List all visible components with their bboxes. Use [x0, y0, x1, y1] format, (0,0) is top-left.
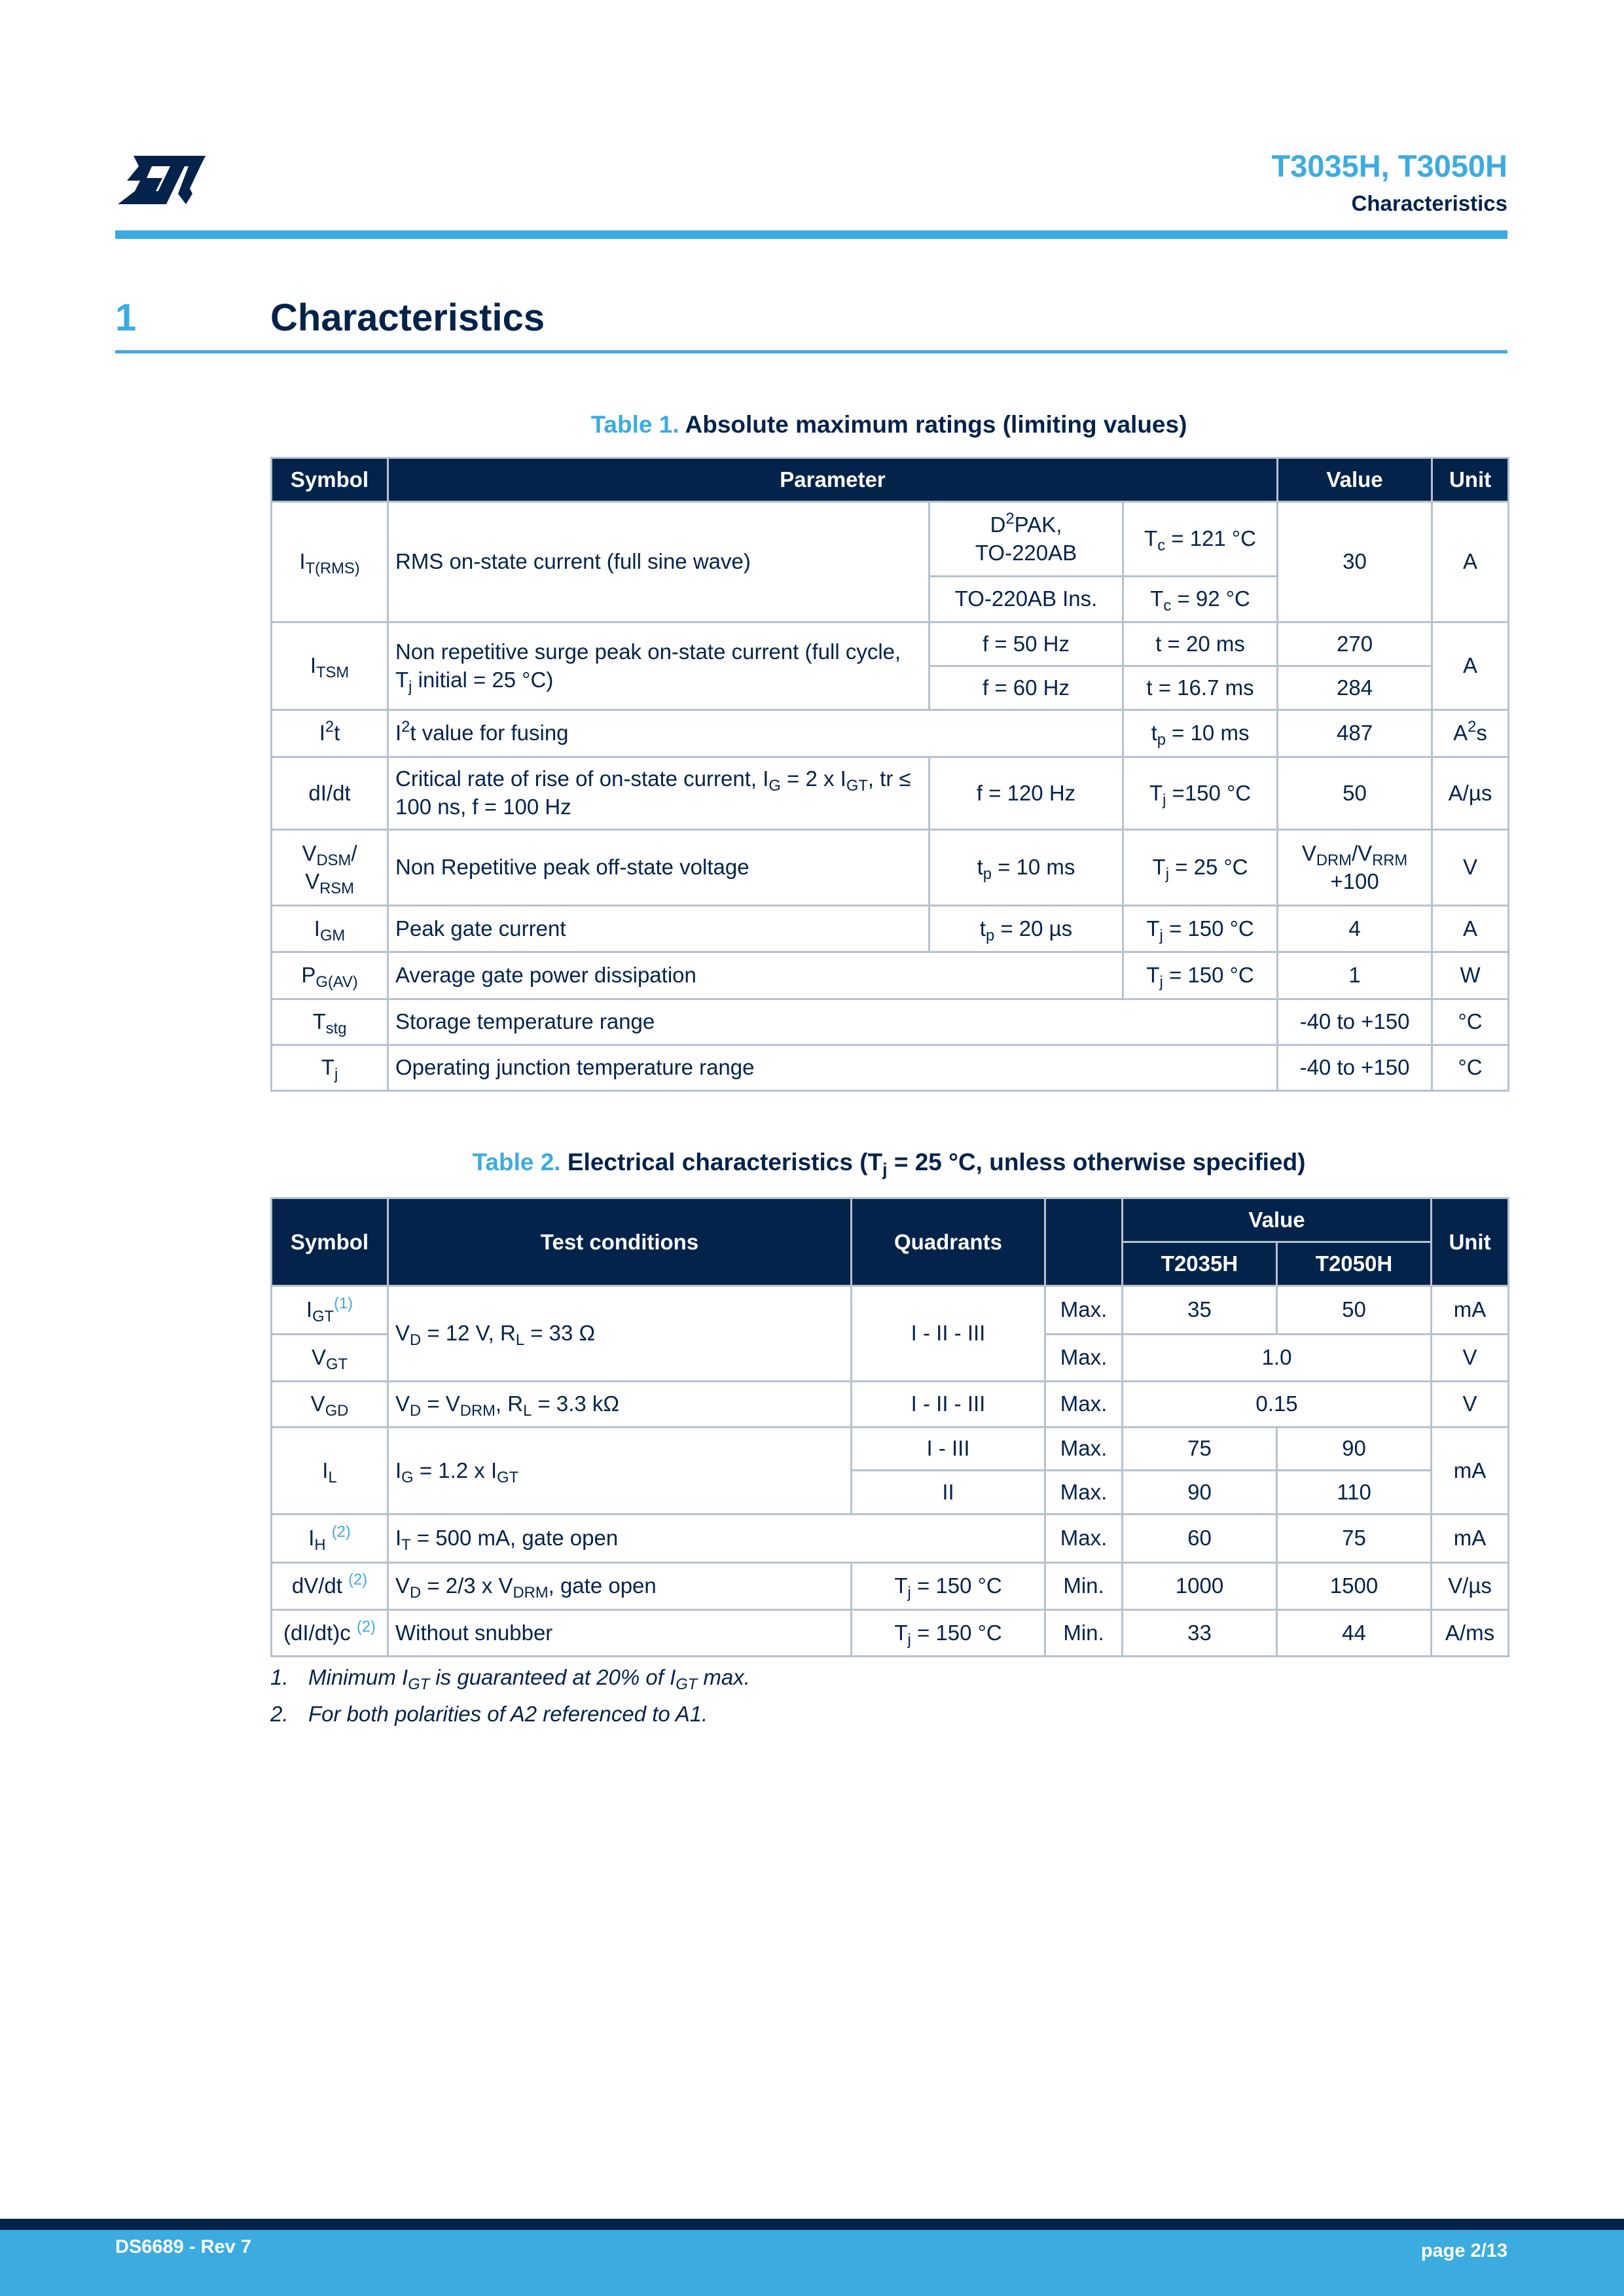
value-cell: -40 to +150: [1278, 999, 1432, 1045]
minmax-cell: Max.: [1045, 1427, 1123, 1471]
table-row: [272, 710, 1509, 757]
table-row: [272, 1427, 1509, 1471]
unit-cell: A: [1432, 906, 1509, 952]
unit-cell: °C: [1432, 999, 1509, 1045]
value-header: Value: [1278, 458, 1432, 502]
document-revision: DS6689 - Rev 7: [115, 2236, 251, 2257]
unit-cell: A: [1432, 502, 1509, 622]
footer-dark-band: [0, 2219, 1624, 2230]
condition-cell: $t_p = 10$ ms: [1123, 710, 1278, 757]
condition-cell: $I_G = 1.2$ x $I_{GT}$: [388, 1427, 852, 1515]
st-logo: [115, 154, 207, 206]
unit-cell: A: [1432, 622, 1509, 710]
condition-cell: TO-220AB Ins.: [929, 577, 1123, 622]
condition-cell: $I_T = 500$ mA, gate open: [388, 1515, 1045, 1563]
symbol-cell: $I_{T(RMS)}$: [272, 502, 388, 622]
unit-cell: $A^2s$: [1432, 710, 1509, 757]
symbol-cell: $P_{G(AV)}$: [272, 952, 388, 999]
test-conditions-header: Test conditions: [388, 1198, 852, 1286]
symbol-cell: $I_H$ $^{(2)}$: [272, 1515, 388, 1563]
table2-header-row: [272, 1198, 1509, 1242]
symbol-cell: dI/dt: [272, 757, 388, 830]
condition-cell: $V_D = V_{DRM}$, $R_L = 3.3$ kΩ: [388, 1382, 852, 1427]
symbol-header: Symbol: [272, 1198, 388, 1286]
parameter-cell: Peak gate current: [388, 906, 929, 952]
section-rule: [115, 350, 1507, 353]
value-cell: 33: [1123, 1610, 1277, 1657]
value-cell: 270: [1278, 622, 1432, 666]
value-cell: 4: [1278, 906, 1432, 952]
parameter-header: Parameter: [388, 458, 1278, 502]
table2-caption: Table 2. Electrical characteristics ($T_j = 25$ °C, unless otherwise specified): [472, 1149, 1306, 1179]
minmax-cell: Max.: [1045, 1471, 1123, 1515]
parameter-cell: RMS on-state current (full sine wave): [388, 502, 929, 622]
symbol-cell: $V_{GD}$: [272, 1382, 388, 1427]
header-rule: [115, 230, 1507, 239]
unit-cell: A/µs: [1432, 757, 1509, 830]
condition-cell: $V_D = 12$ V, $R_L = 33$ Ω: [388, 1286, 852, 1382]
condition-cell: Without snubber: [388, 1610, 852, 1657]
value-cell: 75: [1277, 1515, 1432, 1563]
quadrant-cell: I - II - III: [852, 1382, 1045, 1427]
condition-cell: $T_j = 150$ °C: [1123, 952, 1278, 999]
value-cell: 30: [1278, 502, 1432, 622]
page-number: page 2/13: [1420, 2240, 1507, 2261]
symbol-cell: $I_{TSM}$: [272, 622, 388, 710]
value-cell: 1.0: [1123, 1335, 1432, 1382]
table1-caption: Table 1. Absolute maximum ratings (limiting values): [590, 411, 1187, 438]
table-row: [272, 1610, 1509, 1657]
condition-cell: $T_j =150$ °C: [1123, 757, 1278, 830]
condition-cell: $t_p = 10$ ms: [929, 830, 1123, 906]
value-cell: $V_{DRM}/V_{RRM}$ +100: [1278, 830, 1432, 906]
unit-cell: mA: [1432, 1427, 1509, 1515]
quadrants-header: Quadrants: [852, 1198, 1045, 1286]
table1-header-row: [272, 458, 1509, 502]
condition-cell: $T_j = 25$ °C: [1123, 830, 1278, 906]
value-cell: 487: [1278, 710, 1432, 757]
condition-cell: t = 20 ms: [1123, 622, 1278, 666]
document-title: T3035H, T3050H: [1271, 149, 1507, 183]
unit-header: Unit: [1432, 1198, 1509, 1286]
table-row: [272, 830, 1509, 906]
unit-header: Unit: [1432, 458, 1509, 502]
table-row: [272, 952, 1509, 999]
quadrant-cell: I - II - III: [852, 1286, 1045, 1382]
value-cell: 35: [1123, 1286, 1277, 1335]
minmax-cell: Max.: [1045, 1382, 1123, 1427]
condition-cell: $T_c = 121$ °C: [1123, 502, 1278, 577]
condition-cell: t = 16.7 ms: [1123, 666, 1278, 710]
table-footnotes: [270, 1665, 750, 1738]
quadrant-cell: I - III: [852, 1427, 1045, 1471]
value-cell: 284: [1278, 666, 1432, 710]
condition-cell: f = 120 Hz: [929, 757, 1123, 830]
table-row: [272, 622, 1509, 666]
t2035h-header: T2035H: [1123, 1242, 1277, 1286]
value-cell: 1500: [1277, 1563, 1432, 1610]
unit-cell: °C: [1432, 1045, 1509, 1091]
unit-cell: V: [1432, 1335, 1509, 1382]
parameter-cell: Non Repetitive peak off-state voltage: [388, 830, 929, 906]
unit-cell: V/µs: [1432, 1563, 1509, 1610]
value-cell: 50: [1277, 1286, 1432, 1335]
minmax-header: [1045, 1198, 1123, 1286]
condition-cell: $t_p = 20$ µs: [929, 906, 1123, 952]
table-row: [272, 1045, 1509, 1091]
condition-cell: f = 50 Hz: [929, 622, 1123, 666]
unit-cell: mA: [1432, 1286, 1509, 1335]
parameter-cell: Operating junction temperature range: [388, 1045, 1278, 1091]
symbol-cell: $V_{GT}$: [272, 1335, 388, 1382]
table-row: [272, 757, 1509, 830]
parameter-cell: Average gate power dissipation: [388, 952, 1123, 999]
section-number: 1: [115, 296, 137, 339]
value-cell: 0.15: [1123, 1382, 1432, 1427]
symbol-cell: $I_{GT}^{(1)}$: [272, 1286, 388, 1335]
table-row: [272, 906, 1509, 952]
symbol-cell: $T_j$: [272, 1045, 388, 1091]
value-cell: 1000: [1123, 1563, 1277, 1610]
table-row: [272, 1286, 1509, 1335]
t2050h-header: T2050H: [1277, 1242, 1432, 1286]
value-cell: 75: [1123, 1427, 1277, 1471]
unit-cell: mA: [1432, 1515, 1509, 1563]
condition-cell: f = 60 Hz: [929, 666, 1123, 710]
unit-cell: V: [1432, 1382, 1509, 1427]
document-subtitle: Characteristics: [1351, 191, 1507, 215]
minmax-cell: Max.: [1045, 1335, 1123, 1382]
parameter-cell: Critical rate of rise of on-state current, $I_G = 2$ x $I_{GT}$, tr ≤ 100 ns, f = 100 Hz: [388, 757, 929, 830]
footnote-2: 2. For both polarities of A2 referenced to A1.: [270, 1702, 708, 1726]
condition-cell: $T_j = 150$ °C: [1123, 906, 1278, 952]
electrical-characteristics-table: [270, 1197, 1509, 1657]
minmax-cell: Max.: [1045, 1515, 1123, 1563]
table-row: [272, 1563, 1509, 1610]
value-cell: 44: [1277, 1610, 1432, 1657]
minmax-cell: Max.: [1045, 1286, 1123, 1335]
condition-cell: $T_c = 92$ °C: [1123, 577, 1278, 622]
quadrant-cell: $T_j = 150$ °C: [852, 1563, 1045, 1610]
parameter-cell: Non repetitive surge peak on-state current (full cycle, $T_j$ initial = 25 °C): [388, 622, 929, 710]
symbol-cell: (dI/dt)c $^{(2)}$: [272, 1610, 388, 1657]
quadrant-cell: II: [852, 1471, 1045, 1515]
symbol-cell: $V_{DSM}/$ $V_{RSM}$: [272, 830, 388, 906]
value-cell: 90: [1277, 1427, 1432, 1471]
symbol-cell: $I^2t$: [272, 710, 388, 757]
parameter-cell: Storage temperature range: [388, 999, 1278, 1045]
value-cell: -40 to +150: [1278, 1045, 1432, 1091]
value-cell: 90: [1123, 1471, 1277, 1515]
table-row: [272, 999, 1509, 1045]
table-row: [272, 1382, 1509, 1427]
symbol-header: Symbol: [272, 458, 388, 502]
symbol-cell: $I_L$: [272, 1427, 388, 1515]
value-header: Value: [1123, 1198, 1432, 1242]
value-cell: 110: [1277, 1471, 1432, 1515]
value-cell: 1: [1278, 952, 1432, 999]
quadrant-cell: $T_j = 150$ °C: [852, 1610, 1045, 1657]
unit-cell: V: [1432, 830, 1509, 906]
symbol-cell: dV/dt $^{(2)}$: [272, 1563, 388, 1610]
table-row: [272, 502, 1509, 577]
value-cell: 60: [1123, 1515, 1277, 1563]
unit-cell: A/ms: [1432, 1610, 1509, 1657]
footnote-1: 1. Minimum $I_{GT}$ is guaranteed at 20% of $I_{GT}$ max.: [270, 1665, 750, 1694]
absolute-max-ratings-table: [270, 457, 1509, 1092]
section-title: Characteristics: [270, 296, 545, 339]
unit-cell: W: [1432, 952, 1509, 999]
table-row: [272, 1515, 1509, 1563]
parameter-cell: $I^2t$ value for fusing: [388, 710, 1123, 757]
condition-cell: $V_D = 2/3$ x $V_{DRM}$, gate open: [388, 1563, 852, 1610]
symbol-cell: $I_{GM}$: [272, 906, 388, 952]
condition-cell: $D^2PAK$, TO-220AB: [929, 502, 1123, 577]
minmax-cell: Min.: [1045, 1610, 1123, 1657]
symbol-cell: $T_{stg}$: [272, 999, 388, 1045]
value-cell: 50: [1278, 757, 1432, 830]
minmax-cell: Min.: [1045, 1563, 1123, 1610]
